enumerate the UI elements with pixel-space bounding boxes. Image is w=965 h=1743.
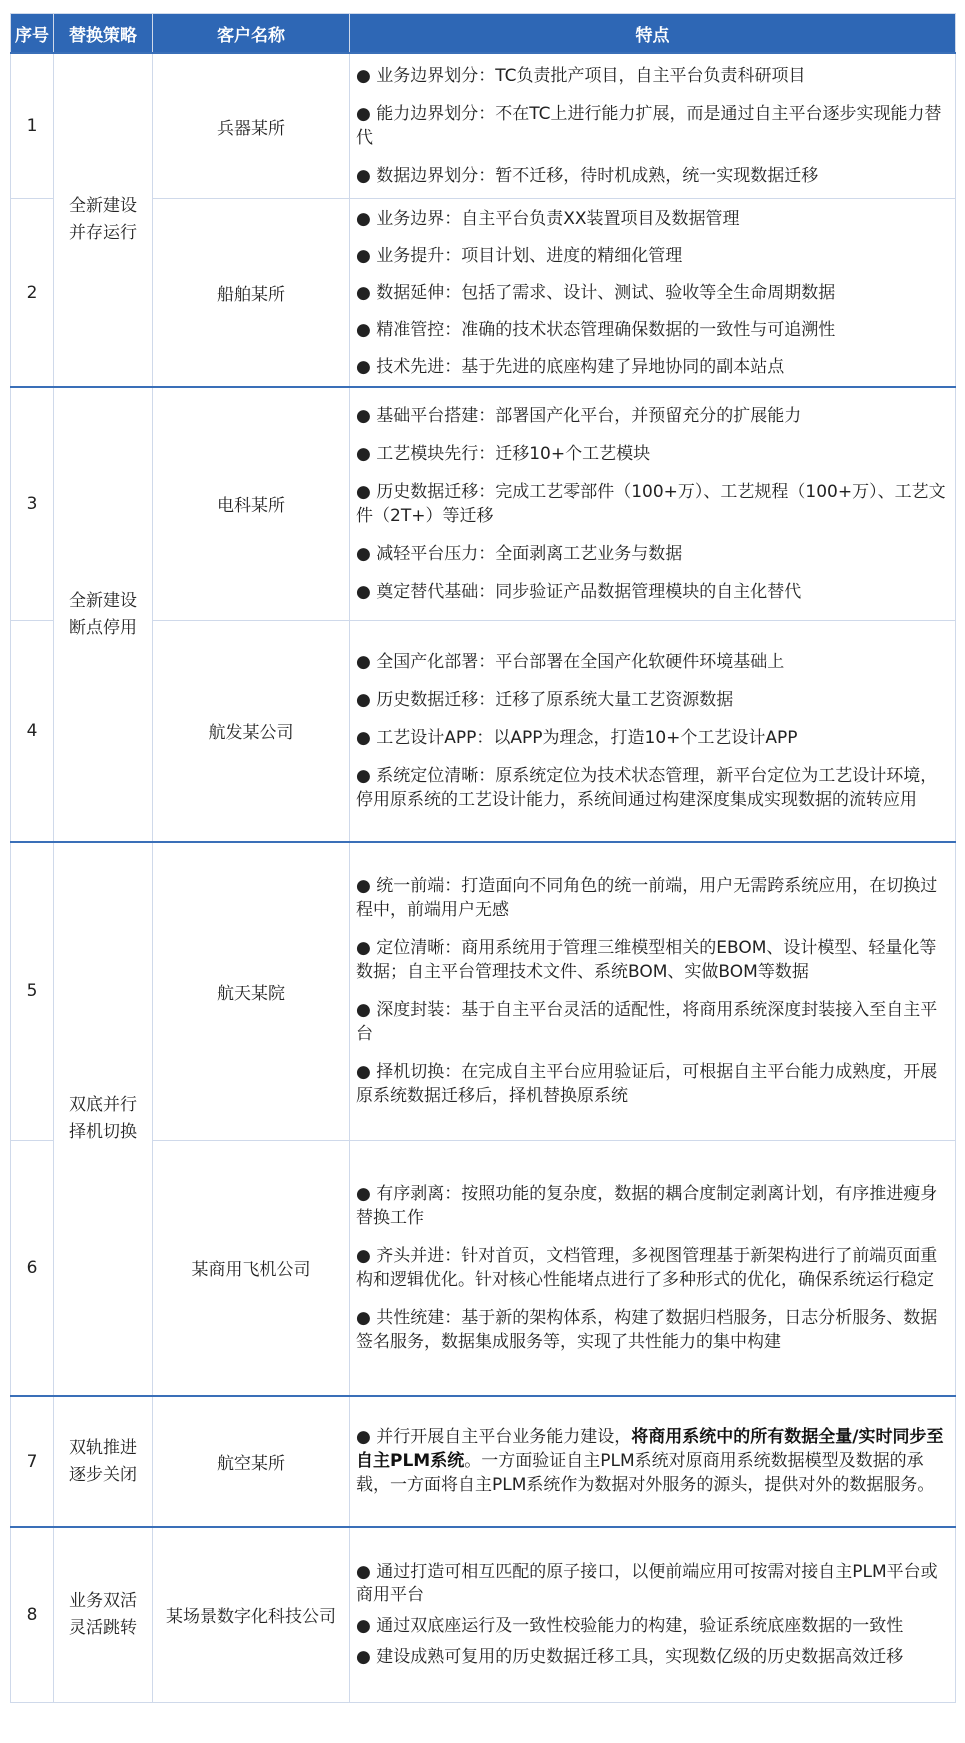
feature-item: ● 择机切换：在完成自主平台应用验证后，可根据自主平台能力成熟度，开展原系统数据迁移后，择机替换原系统 xyxy=(356,1062,938,1107)
feature-item: ● 深度封装：基于自主平台灵活的适配性，将商用系统深度封装接入至自主平台 xyxy=(356,1000,938,1045)
features-cell xyxy=(350,842,956,1140)
feature-text: ● 并行开展自主平台业务能力建设， xyxy=(356,1426,632,1447)
customer-name: 某商用飞机公司 xyxy=(153,1140,350,1396)
strategy-line: 全新建设 xyxy=(69,590,137,611)
row-index: 6 xyxy=(11,1140,54,1396)
header-features: 特点 xyxy=(350,14,956,54)
feature-item: ● 业务边界划分：TC负责批产项目，自主平台负责科研项目 xyxy=(356,66,806,86)
feature-item: ● 技术先进：基于先进的底座构建了异地协同的副本站点 xyxy=(356,357,785,377)
feature-item: ● 历史数据迁移：迁移了原系统大量工艺资源数据 xyxy=(356,689,734,710)
feature-item: ● 全国产化部署：平台部署在全国产化软硬件环境基础上 xyxy=(356,651,785,672)
feature-item: ● 工艺模块先行：迁移10+个工艺模块 xyxy=(356,443,651,464)
feature-item: ● 减轻平台压力：全面剥离工艺业务与数据 xyxy=(356,543,683,564)
strategy-line: 业务双活 xyxy=(69,1590,137,1611)
strategy-line: 断点停用 xyxy=(69,617,137,638)
table-row xyxy=(11,53,956,199)
feature-item: ● 工艺设计APP：以APP为理念，打造10+个工艺设计APP xyxy=(356,727,798,748)
row-index: 2 xyxy=(11,199,54,388)
strategy-cell xyxy=(54,53,153,387)
feature-highlight: 将商用系统中的所有数据全量/实时同步至自主PLM系统 xyxy=(356,1426,944,1471)
customer-name: 某场景数字化科技公司 xyxy=(153,1527,350,1702)
row-index: 3 xyxy=(11,387,54,620)
strategy-line: 全新建设 xyxy=(69,196,137,216)
table-row xyxy=(11,1527,956,1702)
strategy-line: 双底并行 xyxy=(69,1095,137,1115)
feature-item: ● 基础平台搭建：部署国产化平台，并预留充分的扩展能力 xyxy=(356,405,802,426)
feature-item: ● 数据边界划分：暂不迁移，待时机成熟，统一实现数据迁移 xyxy=(356,166,819,186)
feature-item: ● 业务边界：自主平台负责XX装置项目及数据管理 xyxy=(356,209,740,229)
feature-item: ● 奠定替代基础：同步验证产品数据管理模块的自主化替代 xyxy=(356,581,802,602)
strategy-cell xyxy=(54,387,153,842)
feature-item: ● 齐头并进：针对首页，文档管理，多视图管理基于新架构进行了前端页面重构和逻辑优化。针对核心性能堵点进行了多种形式的优化，确保系统运行稳定 xyxy=(356,1245,938,1290)
table-row xyxy=(11,1140,956,1396)
header-index: 序号 xyxy=(11,14,54,54)
strategy-line: 择机切换 xyxy=(69,1122,137,1142)
header-row xyxy=(11,14,956,54)
customer-name: 船舶某所 xyxy=(153,199,350,388)
row-index: 4 xyxy=(11,620,54,842)
customer-name: 兵器某所 xyxy=(153,53,350,199)
strategy-cell xyxy=(54,1396,153,1527)
strategy-cell xyxy=(54,1527,153,1702)
feature-item: ● 建设成熟可复用的历史数据迁移工具，实现数亿级的历史数据高效迁移 xyxy=(356,1646,904,1667)
feature-item: ● 定位清晰：商用系统用于管理三维模型相关的EBOM、设计模型、轻量化等数据；自主平台管理技术文件、系统BOM、实做BOM等数据 xyxy=(356,938,937,983)
replacement-strategy-table xyxy=(10,13,956,1703)
features-cell xyxy=(350,53,956,199)
strategy-line: 灵活跳转 xyxy=(69,1617,137,1638)
feature-item: ● 精准管控：准确的技术状态管理确保数据的一致性与可追溯性 xyxy=(356,320,836,340)
feature-item: ● 业务提升：项目计划、进度的精细化管理 xyxy=(356,246,683,266)
table-row xyxy=(11,199,956,388)
feature-item xyxy=(356,1425,949,1497)
customer-name: 航空某所 xyxy=(153,1396,350,1527)
features-cell xyxy=(350,1140,956,1396)
feature-item: ● 共性统建：基于新的架构体系，构建了数据归档服务，日志分析服务、数据签名服务，数据集成服务等，实现了共性能力的集中构建 xyxy=(356,1307,938,1352)
customer-name: 电科某所 xyxy=(153,387,350,620)
features-cell xyxy=(350,620,956,842)
table-row xyxy=(11,1396,956,1527)
customer-name: 航发某公司 xyxy=(153,620,350,842)
feature-item: ● 能力边界划分：不在TC上进行能力扩展，而是通过自主平台逐步实现能力替代 xyxy=(356,104,942,148)
table-row xyxy=(11,387,956,620)
feature-item: ● 通过打造可相互匹配的原子接口，以便前端应用可按需对接自主PLM平台或商用平台 xyxy=(356,1561,938,1605)
table-row xyxy=(11,842,956,1140)
row-index: 8 xyxy=(11,1527,54,1702)
strategy-line: 双轨推进 xyxy=(69,1437,137,1458)
feature-item: ● 数据延伸：包括了需求、设计、测试、验收等全生命周期数据 xyxy=(356,283,836,303)
features-cell xyxy=(350,199,956,388)
strategy-cell xyxy=(54,842,153,1396)
strategy-line: 逐步关闭 xyxy=(69,1464,137,1485)
row-index: 1 xyxy=(11,53,54,199)
features-cell xyxy=(350,1527,956,1702)
header-strategy: 替换策略 xyxy=(54,14,153,54)
feature-item: ● 通过双底座运行及一致性校验能力的构建，验证系统底座数据的一致性 xyxy=(356,1615,904,1636)
feature-item: ● 有序剥离：按照功能的复杂度，数据的耦合度制定剥离计划，有序推进瘦身替换工作 xyxy=(356,1183,938,1228)
feature-item: ● 历史数据迁移：完成工艺零部件（100+万）、工艺规程（100+万）、工艺文件（2T+）等迁移 xyxy=(356,481,946,526)
feature-item: ● 统一前端：打造面向不同角色的统一前端，用户无需跨系统应用，在切换过程中，前端用户无感 xyxy=(356,876,938,921)
strategy-line: 并存运行 xyxy=(69,223,137,243)
table-row xyxy=(11,620,956,842)
header-customer: 客户名称 xyxy=(153,14,350,54)
customer-name: 航天某院 xyxy=(153,842,350,1140)
row-index: 5 xyxy=(11,842,54,1140)
features-cell xyxy=(350,387,956,620)
features-cell xyxy=(350,1396,956,1527)
feature-text: 。一方面验证自主PLM系统对原商用系统数据模型及数据的承载，一方面将自主PLM系统作为数据对外服务的源头，提供对外的数据服务。 xyxy=(356,1450,935,1495)
row-index: 7 xyxy=(11,1396,54,1527)
feature-item: ● 系统定位清晰：原系统定位为技术状态管理，新平台定位为工艺设计环境，停用原系统的工艺设计能力，系统间通过构建深度集成实现数据的流转应用 xyxy=(356,765,938,810)
